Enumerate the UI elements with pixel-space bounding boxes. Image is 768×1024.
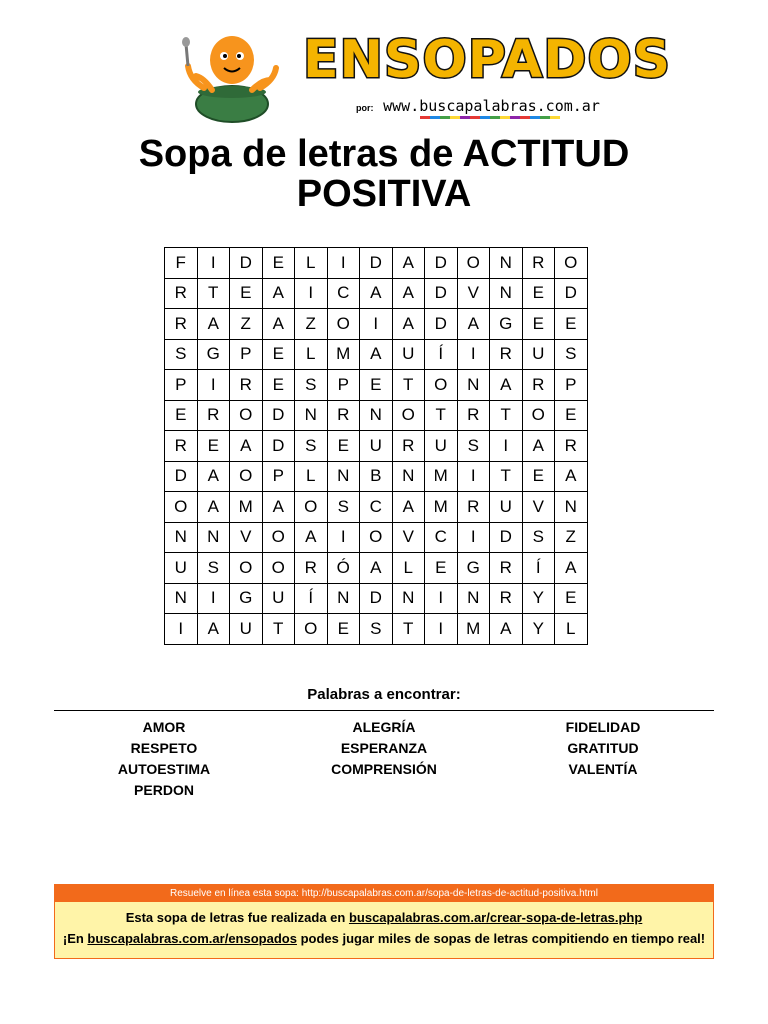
grid-row <box>165 278 588 309</box>
grid-cell: A <box>490 370 523 401</box>
grid-cell: E <box>555 583 588 614</box>
grid-cell: V <box>392 522 425 553</box>
grid-cell: S <box>295 431 328 462</box>
grid-cell: I <box>425 614 458 645</box>
grid-cell: N <box>392 583 425 614</box>
word-item: FIDELIDAD <box>565 719 641 735</box>
grid-cell: E <box>230 278 263 309</box>
word-item: VALENTÍA <box>568 761 638 777</box>
grid-cell: T <box>490 400 523 431</box>
byline <box>356 97 600 115</box>
word-item: RESPETO <box>130 740 198 756</box>
grid-cell: D <box>490 522 523 553</box>
grid-cell: A <box>197 492 230 523</box>
grid-cell: A <box>262 278 295 309</box>
grid-cell: R <box>165 278 198 309</box>
grid-cell: N <box>457 583 490 614</box>
grid-cell: A <box>457 309 490 340</box>
grid-cell: V <box>522 492 555 523</box>
grid-cell: A <box>490 614 523 645</box>
grid-cell: E <box>555 309 588 340</box>
grid-row <box>165 614 588 645</box>
grid-cell: A <box>392 278 425 309</box>
grid-cell: N <box>295 400 328 431</box>
word-item: ALEGRÍA <box>352 719 416 735</box>
grid-cell: N <box>555 492 588 523</box>
grid-cell: R <box>165 309 198 340</box>
footer-box <box>54 884 714 959</box>
grid-cell: Z <box>295 309 328 340</box>
grid-cell: A <box>360 339 393 370</box>
grid-cell: M <box>230 492 263 523</box>
grid-cell: P <box>262 461 295 492</box>
grid-cell: O <box>392 400 425 431</box>
grid-cell: U <box>230 614 263 645</box>
grid-cell: S <box>360 614 393 645</box>
grid-cell: G <box>490 309 523 340</box>
grid-cell: I <box>165 614 198 645</box>
grid-cell: R <box>457 492 490 523</box>
ensopados-link[interactable]: buscapalabras.com.ar/ensopados <box>87 931 297 946</box>
grid-cell: D <box>165 461 198 492</box>
grid-cell: D <box>425 278 458 309</box>
grid-cell: R <box>490 553 523 584</box>
footer-line-2-suffix: podes jugar miles de sopas de letras compitiendo en tiempo real! <box>296 931 706 946</box>
grid-cell: O <box>457 248 490 279</box>
grid-cell: T <box>262 614 295 645</box>
grid-cell: D <box>360 583 393 614</box>
grid-cell: A <box>197 461 230 492</box>
grid-cell: O <box>262 522 295 553</box>
grid-cell: M <box>425 492 458 523</box>
grid-cell: I <box>457 522 490 553</box>
grid-cell: T <box>392 614 425 645</box>
grid-cell: F <box>165 248 198 279</box>
grid-cell: E <box>555 400 588 431</box>
grid-cell: P <box>165 370 198 401</box>
grid-cell: A <box>197 614 230 645</box>
page-title <box>0 134 768 214</box>
title-line-1: Sopa de letras de ACTITUD <box>138 133 630 175</box>
grid-cell: P <box>327 370 360 401</box>
grid-cell: R <box>457 400 490 431</box>
grid-cell: D <box>425 309 458 340</box>
grid-cell: N <box>197 522 230 553</box>
footer-line-1-prefix: Esta sopa de letras fue realizada en <box>125 910 349 925</box>
grid-row <box>165 522 588 553</box>
octopus-mascot-icon <box>182 30 282 125</box>
grid-cell: U <box>522 339 555 370</box>
grid-cell: E <box>522 309 555 340</box>
grid-row <box>165 339 588 370</box>
grid-cell: N <box>457 370 490 401</box>
grid-row <box>165 248 588 279</box>
grid-cell: E <box>425 553 458 584</box>
byline-color-bar <box>420 116 560 119</box>
grid-cell: O <box>262 553 295 584</box>
grid-row <box>165 461 588 492</box>
grid-cell: A <box>360 553 393 584</box>
grid-cell: M <box>457 614 490 645</box>
grid-cell: O <box>165 492 198 523</box>
grid-cell: T <box>490 461 523 492</box>
grid-cell: S <box>295 370 328 401</box>
grid-cell: U <box>262 583 295 614</box>
grid-cell: O <box>230 553 263 584</box>
footer-line-2 <box>55 931 713 946</box>
grid-cell: N <box>165 522 198 553</box>
title-line-2: POSITIVA <box>296 173 472 215</box>
grid-cell: D <box>262 431 295 462</box>
grid-cell: Í <box>425 339 458 370</box>
grid-cell: E <box>522 278 555 309</box>
grid-cell: Y <box>522 583 555 614</box>
grid-row <box>165 553 588 584</box>
grid-cell: A <box>230 431 263 462</box>
divider <box>54 710 714 711</box>
grid-cell: C <box>360 492 393 523</box>
grid-cell: O <box>327 309 360 340</box>
grid-cell: R <box>522 248 555 279</box>
grid-row <box>165 431 588 462</box>
grid-cell: A <box>555 553 588 584</box>
grid-cell: I <box>295 278 328 309</box>
grid-cell: G <box>230 583 263 614</box>
grid-cell: R <box>392 431 425 462</box>
words-heading: Palabras a encontrar: <box>307 686 461 703</box>
grid-cell: E <box>262 248 295 279</box>
footer-online-link[interactable]: Resuelve en línea esta sopa: http://buscapalabras.com.ar/sopa-de-letras-de-actitud-positiva.html <box>55 885 713 902</box>
grid-cell: I <box>327 248 360 279</box>
grid-cell: E <box>522 461 555 492</box>
grid-cell: B <box>360 461 393 492</box>
grid-cell: L <box>295 461 328 492</box>
grid-cell: O <box>230 461 263 492</box>
grid-cell: L <box>295 339 328 370</box>
grid-cell: V <box>230 522 263 553</box>
grid-cell: G <box>457 553 490 584</box>
grid-cell: N <box>490 278 523 309</box>
grid-cell: Z <box>555 522 588 553</box>
grid-cell: S <box>555 339 588 370</box>
word-item: ESPERANZA <box>340 740 428 756</box>
grid-cell: U <box>360 431 393 462</box>
grid-cell: S <box>457 431 490 462</box>
word-item: AUTOESTIMA <box>117 761 211 777</box>
grid-cell: R <box>522 370 555 401</box>
grid-cell: S <box>165 339 198 370</box>
grid-cell: O <box>360 522 393 553</box>
grid-row <box>165 492 588 523</box>
grid-cell: R <box>295 553 328 584</box>
grid-cell: U <box>425 431 458 462</box>
grid-row <box>165 370 588 401</box>
grid-cell: D <box>230 248 263 279</box>
grid-cell: D <box>360 248 393 279</box>
grid-cell: A <box>392 309 425 340</box>
grid-cell: Z <box>230 309 263 340</box>
grid-cell: Í <box>522 553 555 584</box>
grid-cell: N <box>327 461 360 492</box>
word-item: AMOR <box>142 719 186 735</box>
grid-cell: O <box>295 492 328 523</box>
grid-cell: I <box>197 370 230 401</box>
grid-cell: I <box>197 583 230 614</box>
grid-cell: R <box>165 431 198 462</box>
grid-cell: A <box>360 278 393 309</box>
grid-cell: A <box>295 522 328 553</box>
grid-cell: U <box>165 553 198 584</box>
grid-cell: S <box>522 522 555 553</box>
grid-cell: A <box>197 309 230 340</box>
word-item: GRATITUD <box>567 740 639 756</box>
grid-cell: O <box>555 248 588 279</box>
grid-cell: R <box>197 400 230 431</box>
grid-cell: A <box>392 248 425 279</box>
grid-cell: E <box>262 339 295 370</box>
word-column-3 <box>493 717 713 780</box>
grid-cell: N <box>392 461 425 492</box>
footer-line-2-prefix: ¡En <box>62 931 88 946</box>
grid-cell: O <box>230 400 263 431</box>
word-column-1 <box>54 717 274 801</box>
word-column-2 <box>274 717 494 780</box>
grid-cell: T <box>425 400 458 431</box>
grid-cell: O <box>425 370 458 401</box>
grid-cell: V <box>457 278 490 309</box>
grid-cell: T <box>197 278 230 309</box>
grid-cell: U <box>490 492 523 523</box>
grid-cell: G <box>197 339 230 370</box>
create-puzzle-link[interactable]: buscapalabras.com.ar/crear-sopa-de-letras.php <box>348 910 643 925</box>
grid-cell: Ó <box>327 553 360 584</box>
grid-cell: U <box>392 339 425 370</box>
word-search-grid <box>164 247 588 645</box>
footer-line-1 <box>55 910 713 925</box>
byline-site: www.buscapalabras.com.ar <box>383 97 600 115</box>
grid-cell: M <box>327 339 360 370</box>
grid-cell: M <box>425 461 458 492</box>
grid-cell: E <box>165 400 198 431</box>
grid-cell: C <box>327 278 360 309</box>
ensopados-logo: ENSOPADOS <box>303 30 672 90</box>
grid-cell: O <box>522 400 555 431</box>
grid-cell: A <box>522 431 555 462</box>
grid-row <box>165 583 588 614</box>
grid-cell: I <box>425 583 458 614</box>
grid-cell: S <box>197 553 230 584</box>
grid-row <box>165 400 588 431</box>
grid-cell: L <box>555 614 588 645</box>
grid-cell: I <box>457 461 490 492</box>
grid-cell: P <box>230 339 263 370</box>
grid-cell: L <box>392 553 425 584</box>
grid-cell: N <box>490 248 523 279</box>
grid-cell: P <box>555 370 588 401</box>
grid-cell: E <box>197 431 230 462</box>
grid-cell: E <box>360 370 393 401</box>
word-item: COMPRENSIÓN <box>331 761 437 777</box>
grid-cell: C <box>425 522 458 553</box>
grid-cell: I <box>490 431 523 462</box>
grid-cell: O <box>295 614 328 645</box>
grid-cell: R <box>230 370 263 401</box>
grid-cell: T <box>392 370 425 401</box>
grid-cell: I <box>457 339 490 370</box>
grid-cell: E <box>327 614 360 645</box>
grid-cell: D <box>262 400 295 431</box>
word-item: PERDON <box>134 782 194 798</box>
grid-cell: A <box>392 492 425 523</box>
grid-cell: N <box>327 583 360 614</box>
grid-cell: A <box>555 461 588 492</box>
grid-cell: Í <box>295 583 328 614</box>
grid-cell: R <box>327 400 360 431</box>
grid-cell: I <box>197 248 230 279</box>
grid-cell: N <box>165 583 198 614</box>
grid-cell: Y <box>522 614 555 645</box>
grid-cell: E <box>327 431 360 462</box>
grid-cell: R <box>490 583 523 614</box>
grid-cell: D <box>555 278 588 309</box>
grid-cell: S <box>327 492 360 523</box>
grid-cell: A <box>262 492 295 523</box>
grid-row <box>165 309 588 340</box>
grid-cell: R <box>490 339 523 370</box>
grid-cell: D <box>425 248 458 279</box>
grid-cell: N <box>360 400 393 431</box>
grid-cell: R <box>555 431 588 462</box>
byline-prefix: por: <box>356 103 374 113</box>
grid-cell: I <box>360 309 393 340</box>
grid-cell: I <box>327 522 360 553</box>
header <box>0 0 768 130</box>
grid-cell: A <box>262 309 295 340</box>
grid-cell: E <box>262 370 295 401</box>
grid-cell: L <box>295 248 328 279</box>
